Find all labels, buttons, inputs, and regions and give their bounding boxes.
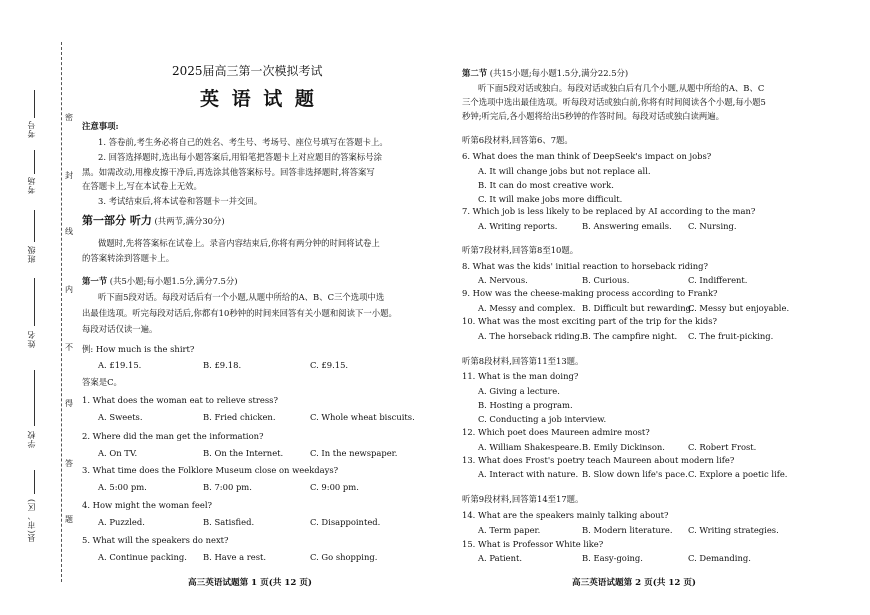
q6-option-a: A. It will change jobs but not replace all. bbox=[478, 166, 651, 176]
q15-option-c: C. Demanding. bbox=[688, 553, 751, 563]
seal-char: 得 bbox=[65, 399, 73, 408]
binding-dashed-line bbox=[61, 42, 62, 582]
field-label-class: 班级 bbox=[27, 245, 36, 263]
q2-option-c: C. In the newspaper. bbox=[310, 448, 398, 458]
q3-option-c: C. 9:00 pm. bbox=[310, 482, 359, 492]
q8-option-a: A. Nervous. bbox=[478, 275, 528, 285]
q9-option-c: C. Messy but enjoyable. bbox=[688, 303, 790, 313]
note-line: 1. 答卷前,考生务必将自己的姓名、考生号、考场号、座位号填写在答题卡上。 bbox=[98, 137, 388, 147]
page-footer: 高三英语试题第 2 页(共 12 页) bbox=[572, 578, 696, 588]
question-12: 12. Which poet does Maureen admire most? bbox=[462, 427, 650, 437]
fill-line bbox=[34, 470, 35, 494]
seal-char: 内 bbox=[65, 285, 73, 294]
section2-info: (共15小题;每小题1.5分,满分22.5分) bbox=[489, 68, 629, 78]
part1-intro-line: 做题时,先将答案标在试卷上。录音内容结束后,你将有两分钟的时间将试卷上 bbox=[98, 238, 380, 248]
part1-intro-line: 的答案转涂到答题卡上。 bbox=[82, 253, 175, 263]
q11-option-b: B. Hosting a program. bbox=[478, 400, 573, 410]
subject-title: 英 语 试 题 bbox=[200, 88, 317, 110]
q10-option-b: B. The campfire night. bbox=[582, 331, 678, 341]
group-heading: 听第7段材料,回答第8至10题。 bbox=[462, 245, 579, 255]
q5-option-a: A. Continue packing. bbox=[98, 552, 187, 562]
q7-option-c: C. Nursing. bbox=[688, 221, 737, 231]
question-7: 7. Which job is less likely to be replaced by AI according to the man? bbox=[462, 206, 756, 216]
page-footer: 高三英语试题第 1 页(共 12 页) bbox=[188, 578, 312, 588]
q13-option-b: B. Slow down life's pace. bbox=[582, 469, 688, 479]
part1-header bbox=[82, 214, 225, 228]
note-line: 2. 回答选择题时,选出每小题答案后,用铅笔把答题卡上对应题目的答案标号涂 bbox=[98, 152, 382, 162]
q11-option-c: C. Conducting a job interview. bbox=[478, 414, 607, 424]
fill-line bbox=[34, 150, 35, 174]
fill-line bbox=[34, 90, 35, 118]
question-9: 9. How was the cheese-making process according to Frank? bbox=[462, 288, 718, 298]
seal-char: 密 bbox=[65, 113, 73, 122]
section1-intro-line: 听下面5段对话。每段对话后有一个小题,从题中所给的A、B、C三个选项中选 bbox=[98, 292, 385, 302]
section2-header bbox=[462, 68, 628, 78]
part1-info: (共两节,满分30分) bbox=[154, 216, 225, 226]
section2-intro-line: 听下面5段对话或独白。每段对话或独白后有几个小题,从题中所给的A、B、C bbox=[478, 83, 765, 93]
group-heading: 听第8段材料,回答第11至13题。 bbox=[462, 356, 584, 366]
field-label-name: 姓名 bbox=[27, 330, 36, 348]
question-14: 14. What are the speakers mainly talking about? bbox=[462, 510, 669, 520]
q1-option-b: B. Fried chicken. bbox=[203, 412, 276, 422]
section1-header bbox=[82, 276, 238, 286]
binding-margin bbox=[0, 0, 73, 615]
example-answer: 答案是C。 bbox=[82, 377, 122, 387]
note-line: 在答题卡上,写在本试卷上无效。 bbox=[82, 181, 202, 191]
q8-option-c: C. Indifferent. bbox=[688, 275, 748, 285]
q10-option-c: C. The fruit-picking. bbox=[688, 331, 774, 341]
section1-intro-line: 每段对话仅读一遍。 bbox=[82, 324, 158, 334]
q14-option-b: B. Modern literature. bbox=[582, 525, 673, 535]
q9-option-b: B. Difficult but rewarding. bbox=[582, 303, 694, 313]
q13-option-c: C. Explore a poetic life. bbox=[688, 469, 788, 479]
q2-option-a: A. On TV. bbox=[98, 448, 138, 458]
seal-char: 不 bbox=[65, 343, 73, 352]
question-6: 6. What does the man think of DeepSeek's impact on jobs? bbox=[462, 151, 712, 161]
q9-option-a: A. Messy and complex. bbox=[478, 303, 576, 313]
q3-option-a: A. 5:00 pm. bbox=[98, 482, 147, 492]
q6-option-c: C. It will make jobs more difficult. bbox=[478, 194, 623, 204]
q2-option-b: B. On the Internet. bbox=[203, 448, 284, 458]
section2-intro-line: 秒钟;听完后,各小题将给出5秒钟的作答时间。每段对话或独白读两遍。 bbox=[462, 111, 725, 121]
q11-option-a: A. Giving a lecture. bbox=[478, 386, 560, 396]
q12-option-c: C. Robert Frost. bbox=[688, 442, 757, 452]
question-5: 5. What will the speakers do next? bbox=[82, 535, 229, 545]
q7-option-a: A. Writing reports. bbox=[478, 221, 558, 231]
example-option-c: C. £9.15. bbox=[310, 360, 349, 370]
q12-option-a: A. William Shakespeare. bbox=[478, 442, 582, 452]
question-4: 4. How might the woman feel? bbox=[82, 500, 212, 510]
q4-option-b: B. Satisfied. bbox=[203, 517, 255, 527]
example-question: 例: How much is the shirt? bbox=[82, 344, 195, 354]
fill-line bbox=[34, 210, 35, 242]
question-11: 11. What is the man doing? bbox=[462, 371, 579, 381]
fill-line bbox=[34, 278, 35, 326]
field-label-county: 县(市、区) bbox=[27, 498, 36, 543]
part1-heading: 第一部分 听力 bbox=[82, 214, 152, 227]
q8-option-b: B. Curious. bbox=[582, 275, 630, 285]
question-10: 10. What was the most exciting part of the trip for the kids? bbox=[462, 316, 718, 326]
question-15: 15. What is Professor White like? bbox=[462, 539, 604, 549]
q12-option-b: B. Emily Dickinson. bbox=[582, 442, 665, 452]
seal-char: 题 bbox=[65, 515, 73, 524]
question-13: 13. What does Frost's poetry teach Maureen about modern life? bbox=[462, 455, 735, 465]
question-1: 1. What does the woman eat to relieve stress? bbox=[82, 395, 278, 405]
notes-heading: 注意事项: bbox=[82, 121, 119, 131]
q4-option-c: C. Disappointed. bbox=[310, 517, 381, 527]
q10-option-a: A. The horseback riding. bbox=[478, 331, 583, 341]
q15-option-b: B. Easy-going. bbox=[582, 553, 643, 563]
exam-title: 2025届高三第一次模拟考试 bbox=[172, 64, 323, 78]
section1-info: (共5小题;每小题1.5分,满分7.5分) bbox=[109, 276, 238, 286]
q7-option-b: B. Answering emails. bbox=[582, 221, 672, 231]
example-option-b: B. £9.18. bbox=[203, 360, 242, 370]
example-option-a: A. £19.15. bbox=[98, 360, 142, 370]
field-label-exam-number: 考号 bbox=[27, 120, 36, 138]
section1-heading: 第一节 bbox=[82, 276, 108, 286]
seal-char: 答 bbox=[65, 459, 73, 468]
section2-heading: 第二节 bbox=[462, 68, 488, 78]
question-8: 8. What was the kids' initial reaction to horseback riding? bbox=[462, 261, 708, 271]
q5-option-c: C. Go shopping. bbox=[310, 552, 378, 562]
q14-option-a: A. Term paper. bbox=[478, 525, 541, 535]
section2-intro-line: 三个选项中选出最佳选项。听每段对话或独白前,你将有时间阅读各个小题,每小题5 bbox=[462, 97, 766, 107]
question-3: 3. What time does the Folklore Museum close on weekdays? bbox=[82, 465, 339, 475]
q3-option-b: B. 7:00 pm. bbox=[203, 482, 252, 492]
q1-option-a: A. Sweets. bbox=[98, 412, 143, 422]
q1-option-c: C. Whole wheat biscuits. bbox=[310, 412, 415, 422]
q13-option-a: A. Interact with nature. bbox=[478, 469, 579, 479]
seal-char: 封 bbox=[65, 171, 73, 180]
q4-option-a: A. Puzzled. bbox=[98, 517, 145, 527]
seal-char: 线 bbox=[65, 227, 73, 236]
q6-option-b: B. It can do most creative work. bbox=[478, 180, 614, 190]
question-2: 2. Where did the man get the information? bbox=[82, 431, 264, 441]
fill-line bbox=[34, 370, 35, 426]
q15-option-a: A. Patient. bbox=[478, 553, 523, 563]
field-label-exam-room: 考场 bbox=[27, 176, 36, 194]
note-line: 黑。如需改动,用橡皮擦干净后,再选涂其他答案标号。回答非选择题时,将答案写 bbox=[82, 167, 375, 177]
note-line: 3. 考试结束后,将本试卷和答题卡一并交回。 bbox=[98, 196, 263, 206]
q14-option-c: C. Writing strategies. bbox=[688, 525, 779, 535]
field-label-school: 学校 bbox=[27, 430, 36, 448]
group-heading: 听第6段材料,回答第6、7题。 bbox=[462, 135, 573, 145]
q5-option-b: B. Have a rest. bbox=[203, 552, 267, 562]
group-heading: 听第9段材料,回答第14至17题。 bbox=[462, 494, 584, 504]
section1-intro-line: 出最佳选项。听完每段对话后,你都有10秒钟的时间来回答有关小题和阅读下一小题。 bbox=[82, 308, 397, 318]
